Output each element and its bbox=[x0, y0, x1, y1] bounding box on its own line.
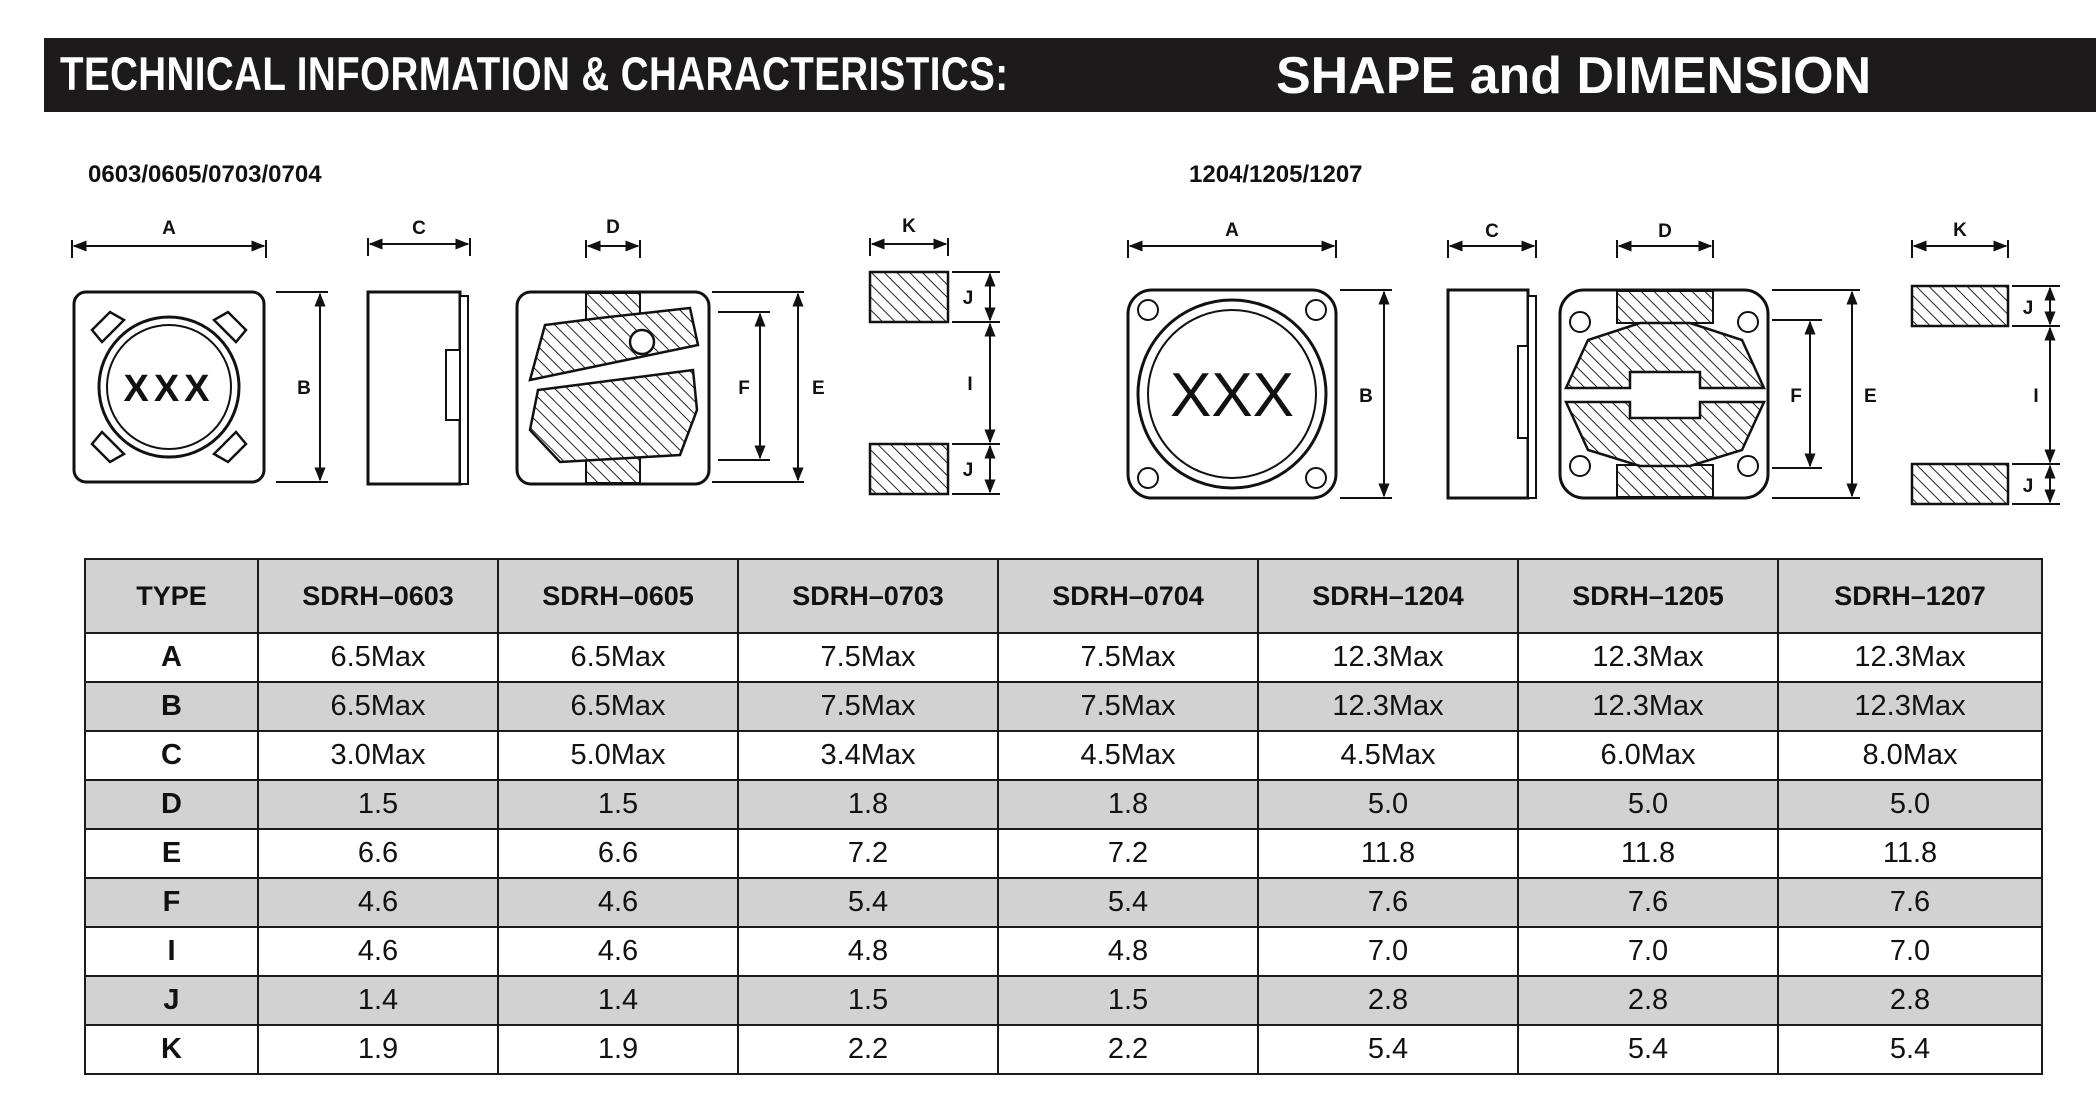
dim-label-b: B bbox=[297, 378, 311, 399]
table-cell: 7.0 bbox=[1518, 927, 1778, 976]
dim-label-f-large: F bbox=[1790, 386, 1802, 407]
column-header: SDRH–1205 bbox=[1518, 559, 1778, 633]
table-cell: 6.5Max bbox=[258, 682, 498, 731]
table-cell: 12.3Max bbox=[1258, 633, 1518, 682]
dim-label-d-large: D bbox=[1658, 221, 1672, 242]
dim-label-e-large: E bbox=[1864, 386, 1877, 407]
table-cell: 6.6 bbox=[258, 829, 498, 878]
dim-label-c: C bbox=[412, 218, 426, 239]
row-label: B bbox=[85, 682, 258, 731]
row-label: A bbox=[85, 633, 258, 682]
dim-label-b-large: B bbox=[1359, 386, 1373, 407]
dim-label-c-large: C bbox=[1485, 221, 1499, 242]
table-cell: 5.4 bbox=[1778, 1025, 2042, 1074]
dimension-drawings bbox=[0, 0, 2100, 550]
large-top-view bbox=[1128, 220, 1392, 498]
dim-label-i: I bbox=[967, 374, 973, 395]
table-cell: 2.2 bbox=[738, 1025, 998, 1074]
table-cell: 12.3Max bbox=[1778, 682, 2042, 731]
table-cell: 2.8 bbox=[1518, 976, 1778, 1025]
table-cell: 7.2 bbox=[738, 829, 998, 878]
left-group-label: 0603/0605/0703/0704 bbox=[88, 161, 322, 188]
table-cell: 1.5 bbox=[738, 976, 998, 1025]
row-label: K bbox=[85, 1025, 258, 1074]
table-cell: 5.4 bbox=[1258, 1025, 1518, 1074]
table-cell: 3.4Max bbox=[738, 731, 998, 780]
table-cell: 5.4 bbox=[738, 878, 998, 927]
table-cell: 11.8 bbox=[1778, 829, 2042, 878]
row-label: C bbox=[85, 731, 258, 780]
dim-label-k-large: K bbox=[1953, 220, 1967, 241]
table-cell: 4.6 bbox=[258, 878, 498, 927]
dim-label-d: D bbox=[606, 217, 620, 238]
dim-label-a: A bbox=[162, 218, 176, 239]
table-cell: 4.6 bbox=[258, 927, 498, 976]
table-cell: 1.5 bbox=[498, 780, 738, 829]
dimension-table bbox=[84, 558, 2043, 1075]
table-row bbox=[85, 780, 2042, 829]
table-cell: 7.0 bbox=[1258, 927, 1518, 976]
table-cell: 7.0 bbox=[1778, 927, 2042, 976]
column-header: SDRH–0703 bbox=[738, 559, 998, 633]
table-row bbox=[85, 976, 2042, 1025]
row-label: D bbox=[85, 780, 258, 829]
header-left-title: TECHNICAL INFORMATION & CHARACTERISTICS: bbox=[60, 47, 1009, 100]
table-cell: 7.6 bbox=[1258, 878, 1518, 927]
table-row bbox=[85, 633, 2042, 682]
dim-label-j-bottom-large: J bbox=[2022, 476, 2034, 497]
table-cell: 5.0Max bbox=[498, 731, 738, 780]
table-cell: 2.8 bbox=[1778, 976, 2042, 1025]
small-top-view bbox=[72, 218, 328, 482]
table-header-row bbox=[85, 559, 2042, 633]
large-bottom-view bbox=[1560, 221, 1877, 498]
dim-label-j-top: J bbox=[962, 288, 974, 309]
table-cell: 5.4 bbox=[1518, 1025, 1778, 1074]
table-row bbox=[85, 829, 2042, 878]
table-cell: 4.5Max bbox=[1258, 731, 1518, 780]
table-cell: 7.5Max bbox=[998, 633, 1258, 682]
table-cell: 5.0 bbox=[1258, 780, 1518, 829]
table-cell: 6.5Max bbox=[498, 682, 738, 731]
dim-label-f: F bbox=[738, 378, 750, 399]
dim-label-k: K bbox=[902, 216, 916, 237]
table-row bbox=[85, 878, 2042, 927]
table-cell: 6.5Max bbox=[498, 633, 738, 682]
column-header: SDRH–0603 bbox=[258, 559, 498, 633]
table-cell: 12.3Max bbox=[1518, 682, 1778, 731]
table-cell: 4.6 bbox=[498, 878, 738, 927]
table-cell: 4.8 bbox=[738, 927, 998, 976]
column-header: SDRH–1207 bbox=[1778, 559, 2042, 633]
table-cell: 5.4 bbox=[998, 878, 1258, 927]
table-cell: 6.5Max bbox=[258, 633, 498, 682]
table-row bbox=[85, 682, 2042, 731]
table-cell: 7.6 bbox=[1778, 878, 2042, 927]
table-cell: 1.8 bbox=[738, 780, 998, 829]
large-side-view bbox=[1448, 221, 1536, 498]
column-header: SDRH–0605 bbox=[498, 559, 738, 633]
table-cell: 4.6 bbox=[498, 927, 738, 976]
table-row bbox=[85, 1025, 2042, 1074]
table-cell: 12.3Max bbox=[1518, 633, 1778, 682]
table-cell: 1.4 bbox=[258, 976, 498, 1025]
dim-label-i-large: I bbox=[2033, 386, 2039, 407]
table-cell: 2.2 bbox=[998, 1025, 1258, 1074]
table-row bbox=[85, 731, 2042, 780]
table-cell: 7.5Max bbox=[738, 633, 998, 682]
table-cell: 1.5 bbox=[998, 976, 1258, 1025]
table-cell: 11.8 bbox=[1518, 829, 1778, 878]
table-cell: 12.3Max bbox=[1778, 633, 2042, 682]
table-cell: 12.3Max bbox=[1258, 682, 1518, 731]
small-side-view bbox=[368, 218, 470, 484]
table-cell: 1.4 bbox=[498, 976, 738, 1025]
header-right-title: SHAPE and DIMENSION bbox=[1276, 47, 1872, 105]
table-cell: 3.0Max bbox=[258, 731, 498, 780]
row-label: I bbox=[85, 927, 258, 976]
small-bottom-view bbox=[517, 217, 825, 484]
table-cell: 7.5Max bbox=[998, 682, 1258, 731]
table-cell: 11.8 bbox=[1258, 829, 1518, 878]
table-cell: 5.0 bbox=[1518, 780, 1778, 829]
marking-large: XXX bbox=[1169, 361, 1295, 430]
table-cell: 8.0Max bbox=[1778, 731, 2042, 780]
dim-label-j-top-large: J bbox=[2022, 298, 2034, 319]
marking-small: XXX bbox=[123, 368, 215, 410]
table-cell: 6.6 bbox=[498, 829, 738, 878]
table-cell: 1.9 bbox=[498, 1025, 738, 1074]
row-label: F bbox=[85, 878, 258, 927]
large-land-pattern bbox=[1912, 220, 2060, 504]
column-header: SDRH–1204 bbox=[1258, 559, 1518, 633]
column-header: SDRH–0704 bbox=[998, 559, 1258, 633]
dim-label-a-large: A bbox=[1225, 220, 1239, 241]
table-cell: 7.2 bbox=[998, 829, 1258, 878]
table-row bbox=[85, 927, 2042, 976]
table-cell: 7.5Max bbox=[738, 682, 998, 731]
small-land-pattern bbox=[870, 216, 1000, 494]
column-header: TYPE bbox=[85, 559, 258, 633]
row-label: E bbox=[85, 829, 258, 878]
table-cell: 2.8 bbox=[1258, 976, 1518, 1025]
table-cell: 7.6 bbox=[1518, 878, 1778, 927]
table-cell: 1.9 bbox=[258, 1025, 498, 1074]
table-cell: 1.8 bbox=[998, 780, 1258, 829]
right-group-label: 1204/1205/1207 bbox=[1189, 161, 1363, 188]
row-label: J bbox=[85, 976, 258, 1025]
dim-label-e: E bbox=[812, 378, 825, 399]
dim-label-j-bottom: J bbox=[962, 460, 974, 481]
table-cell: 4.5Max bbox=[998, 731, 1258, 780]
table-cell: 1.5 bbox=[258, 780, 498, 829]
table-cell: 6.0Max bbox=[1518, 731, 1778, 780]
table-cell: 4.8 bbox=[998, 927, 1258, 976]
table-cell: 5.0 bbox=[1778, 780, 2042, 829]
